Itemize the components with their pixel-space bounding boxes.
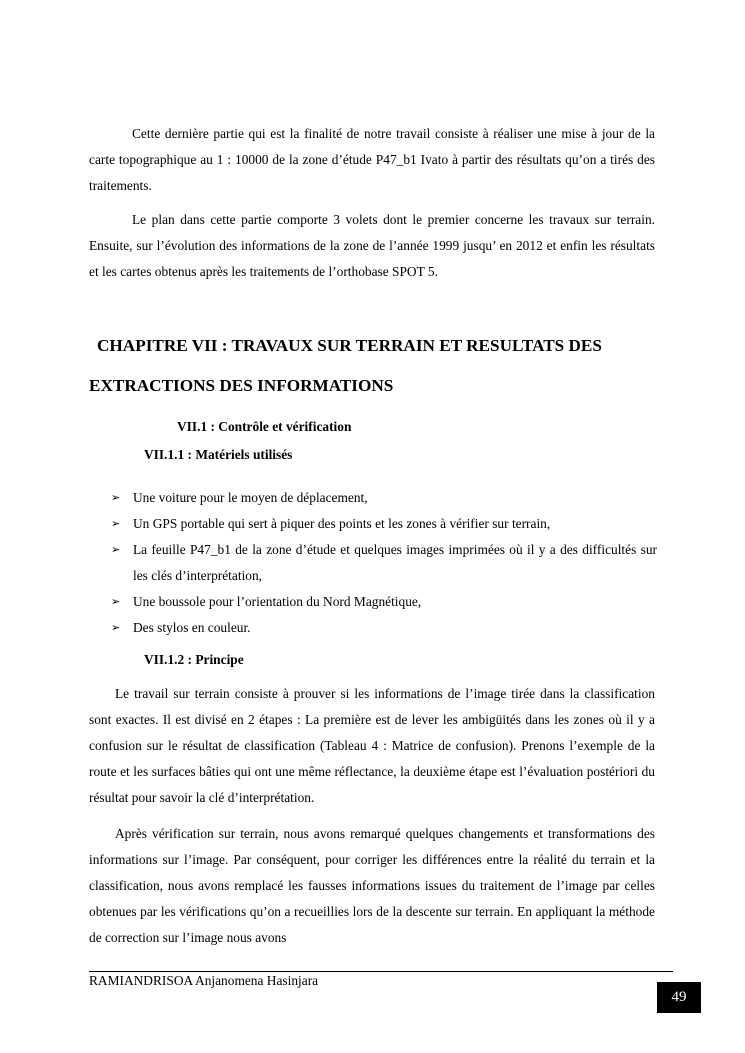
list-item: ➢ Un GPS portable qui sert à piquer des points et les zones à vérifier sur terrain,: [111, 511, 657, 537]
intro-paragraph-1: Cette dernière partie qui est la finalité de notre travail consiste à réaliser une mise à jour de la carte topographique au 1 : 10000 de la zone d’étude P47_b1 Ivato à partir des résultats qu’on a tirés des traitements.: [89, 126, 655, 193]
arrow-bullet-icon: ➢: [111, 596, 121, 608]
list-item: ➢ Des stylos en couleur.: [111, 615, 657, 641]
arrow-bullet-icon: ➢: [111, 622, 121, 634]
page-number: 49: [657, 982, 701, 1013]
list-item: ➢ Une boussole pour l’orientation du Nord Magnétique,: [111, 589, 657, 615]
arrow-bullet-icon: ➢: [111, 492, 121, 504]
section-heading: VII.1 : Contrôle et vérification: [177, 419, 352, 434]
subsection-heading-principe: VII.1.2 : Principe: [144, 652, 244, 667]
chapter-title-line-1: CHAPITRE VII : TRAVAUX SUR TERRAIN ET RESULTATS DES: [97, 336, 602, 355]
footer-divider: [89, 971, 673, 972]
intro-paragraph-2: Le plan dans cette partie comporte 3 volets dont le premier concerne les travaux sur terrain. Ensuite, sur l’évolution des informations de la zone de l’année 1999 jusqu’ en 2012 et enfin les résultats et les cartes obtenus après les traitements de l’orthobase SPOT 5.: [89, 212, 655, 279]
footer-author: RAMIANDRISOA Anjanomena Hasinjara: [89, 973, 319, 988]
principe-paragraph-1: Le travail sur terrain consiste à prouver si les informations de l’image tirée dans la classification sont exactes. Il est divisé en 2 étapes : La première est de lever les ambigüités dans les zones où il y a confusion sur le résultat de classification (Tableau 4 : Matrice de confusion). Prenons l’exemple de la route et les surfaces bâties qui ont une même réflectance, la deuxième étape est l’évaluation postériori du résultat pour savoir la clé d’interprétation.: [89, 686, 655, 805]
list-item: ➢ Une voiture pour le moyen de déplacement,: [111, 485, 657, 511]
arrow-bullet-icon: ➢: [111, 544, 121, 556]
chapter-title-line-2: EXTRACTIONS DES INFORMATIONS: [89, 376, 394, 395]
list-item: ➢ La feuille P47_b1 de la zone d’étude et quelques images imprimées où il y a des difficultés sur les clés d’interprétation,: [111, 537, 657, 589]
materials-list: [111, 485, 657, 641]
principe-paragraph-2: Après vérification sur terrain, nous avons remarqué quelques changements et transformations des informations sur l’image. Par conséquent, pour corriger les différences entre la réalité du terrain et la classification, nous avons remplacé les fausses informations issues du traitement de l’image par celles obtenues par les vérifications qu’on a recueillies lors de la descente sur terrain. En appliquant la méthode de correction sur l’image nous avons: [89, 826, 655, 945]
subsection-heading-materiels: VII.1.1 : Matériels utilisés: [144, 447, 293, 462]
arrow-bullet-icon: ➢: [111, 518, 121, 530]
